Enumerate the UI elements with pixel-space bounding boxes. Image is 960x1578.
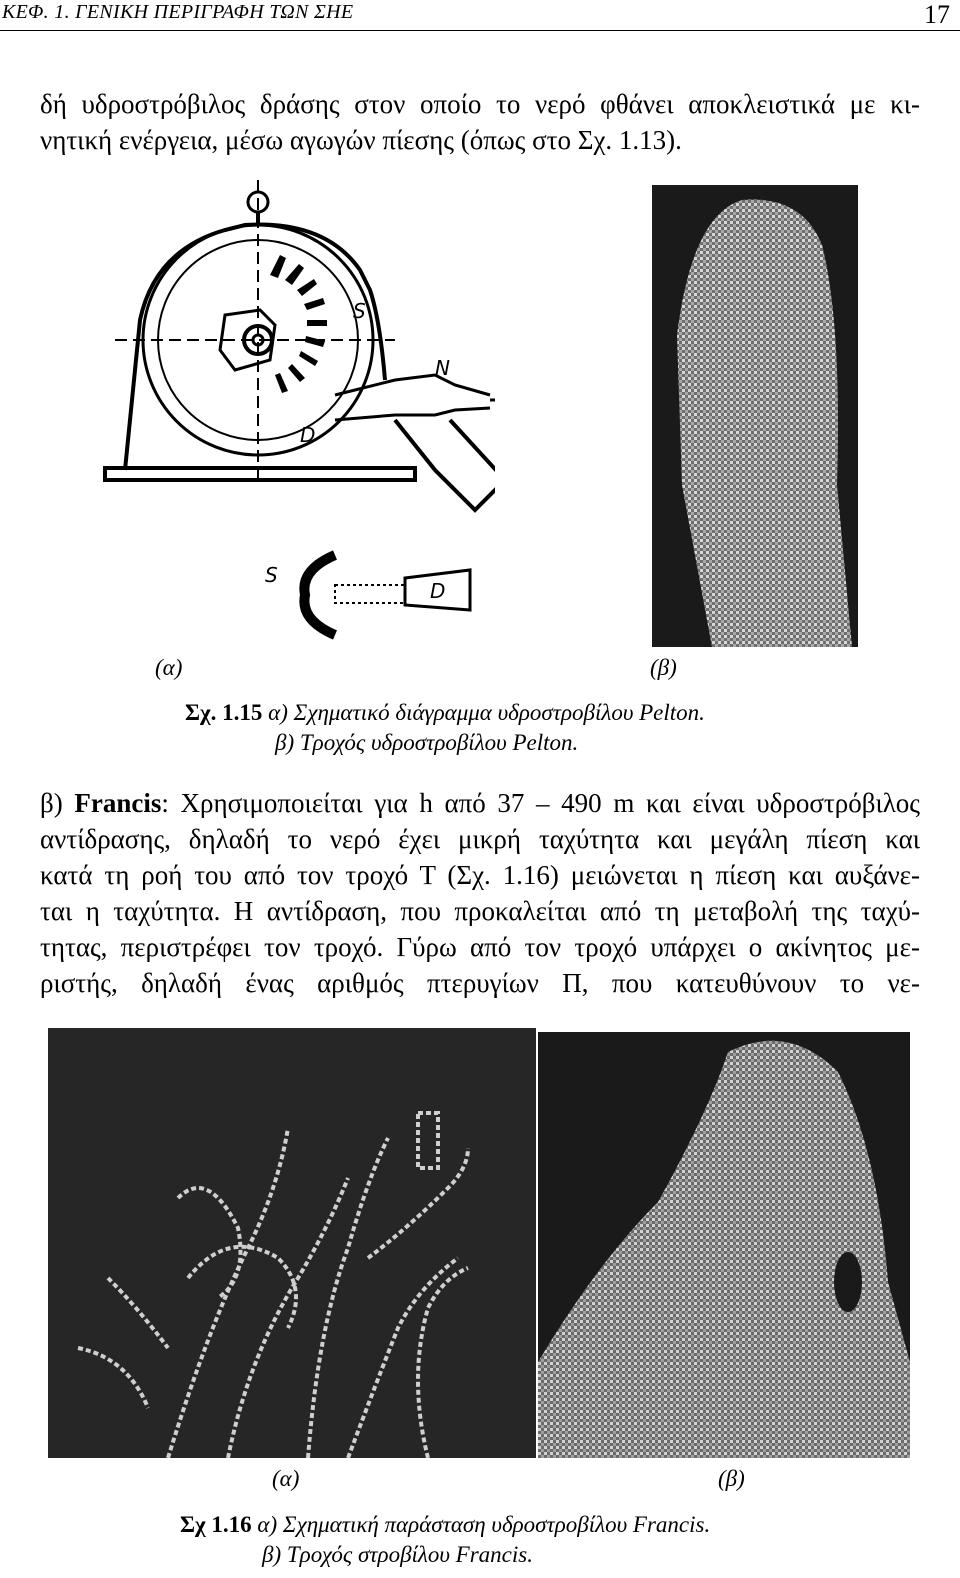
fig16-label-b: (β) bbox=[718, 1466, 745, 1491]
fig15-caption-number: Σχ. 1.15 bbox=[185, 700, 263, 725]
running-header bbox=[0, 0, 960, 31]
francis-term: Francis bbox=[74, 788, 162, 818]
pelton-schematic-diagram bbox=[95, 180, 495, 650]
fig16-label-a: (α) bbox=[272, 1466, 300, 1491]
pelton-wheel-photo bbox=[652, 185, 858, 647]
fig15-label-a: (α) bbox=[155, 655, 183, 680]
pelton-schematic-drawing bbox=[95, 180, 495, 650]
intro-line: νητική ενέργεια, μέσω αγωγών πίεσης (όπως στο Σχ. 1.13). bbox=[40, 125, 682, 155]
fig15-caption-line2: β) Τροχός υδροστροβίλου Pelton. bbox=[275, 730, 579, 755]
fig16-caption-text1: α) Σχηματική παράσταση υδροστροβίλου Francis. bbox=[257, 1512, 711, 1537]
chapter-title: ΚΕΦ. 1. ΓΕΝΙΚΗ ΠΕΡΙΓΡΑΦΗ ΤΩΝ ΣΗΕ bbox=[2, 1, 354, 23]
francis-schematic-photo bbox=[48, 1028, 536, 1458]
intro-line: δή υδροστρόβιλος δράσης στον οποίο το νερό φθάνει αποκλειστικά με κι- bbox=[40, 89, 920, 119]
label-s: S bbox=[353, 299, 366, 323]
label-n: N bbox=[435, 356, 450, 380]
fig16-caption-line1 bbox=[180, 1512, 710, 1538]
francis-lead: β) bbox=[40, 788, 75, 818]
fig15-caption-text1: α) Σχηματικό διάγραμμα υδροστροβίλου Pelton. bbox=[268, 700, 705, 725]
intro-paragraph bbox=[40, 86, 920, 158]
fig15-label-b: (β) bbox=[650, 655, 677, 680]
fig15-caption-line1 bbox=[185, 700, 705, 726]
francis-line: αντίδρασης, δηλαδή το νερό έχει μικρή ταχύτητα και μεγάλη πίεση και bbox=[40, 824, 920, 854]
fig16-caption-number: Σχ 1.16 bbox=[180, 1512, 252, 1537]
fig16-caption-line2: β) Τροχός στροβίλου Francis. bbox=[262, 1542, 533, 1567]
label-d2: D bbox=[430, 579, 446, 603]
francis-line: τητας, περιστρέφει τον τροχό. Γύρω από τον τροχό υπάρχει ο ακίνητος με- bbox=[40, 932, 920, 962]
francis-line: ριστής, δηλαδή ένας αριθμός πτερυγίων Π, που κατευθύνουν το νε- bbox=[40, 968, 920, 998]
francis-line bbox=[40, 785, 920, 821]
casing-outline bbox=[125, 225, 385, 470]
label-s2: S bbox=[265, 563, 278, 587]
page-number: 17 bbox=[924, 0, 950, 29]
francis-runner-photo bbox=[538, 1032, 910, 1458]
francis-paragraph bbox=[40, 785, 920, 1001]
francis-line: κατά τη ροή του από τον τροχό Τ (Σχ. 1.16) μειώνεται η πίεση και αυξάνε- bbox=[40, 860, 920, 890]
francis-line: ται η ταχύτητα. Η αντίδραση, που προκαλείται από τη μεταβολή της ταχύ- bbox=[40, 896, 920, 926]
label-d: D bbox=[300, 423, 316, 447]
francis-line-text: : Χρησιμοποιείται για h από 37 – 490 m και είναι υδροστρόβιλος bbox=[161, 788, 921, 818]
